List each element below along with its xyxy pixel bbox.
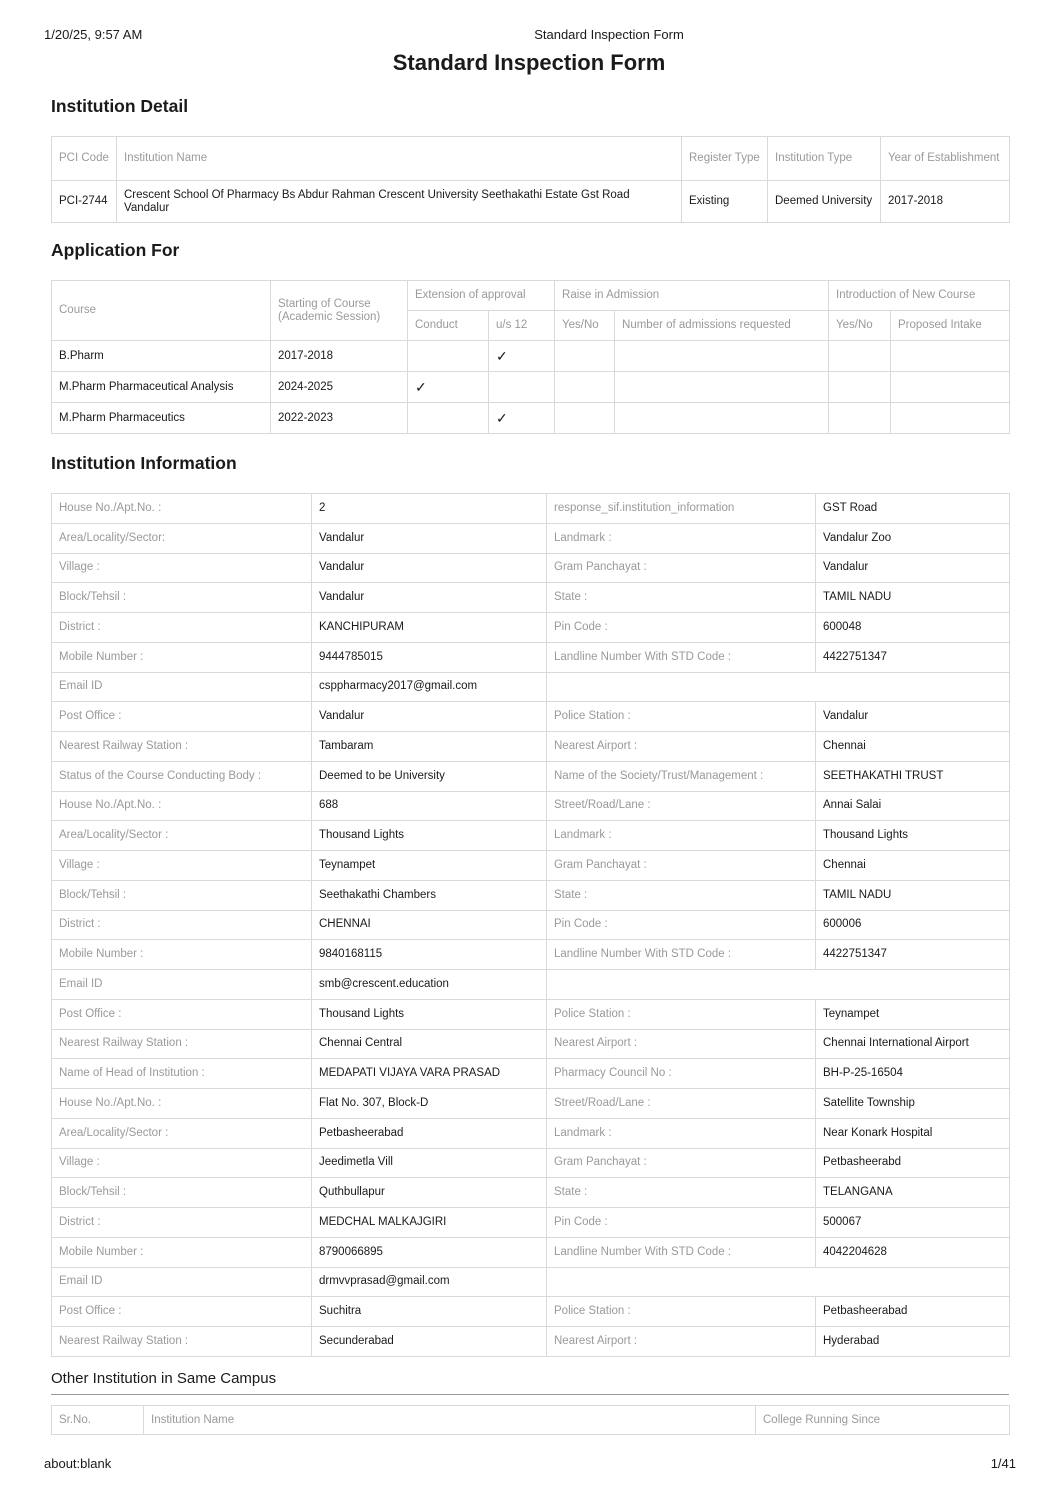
header-intro-yesno: Yes/No bbox=[829, 311, 891, 341]
field-value: KANCHIPURAM bbox=[312, 613, 547, 643]
table-row bbox=[52, 1327, 1010, 1357]
field-value: Chennai Central bbox=[312, 1029, 547, 1059]
field-value: csppharmacy2017@gmail.com bbox=[312, 672, 547, 702]
field-value: Chennai International Airport bbox=[816, 1029, 1010, 1059]
field-label: State : bbox=[547, 583, 816, 613]
table-row bbox=[52, 791, 1010, 821]
course-name: B.Pharm bbox=[52, 341, 271, 372]
header-year-established: Year of Establishment bbox=[881, 137, 1010, 181]
field-value: Vandalur bbox=[312, 553, 547, 583]
application-for-table bbox=[51, 280, 1010, 434]
conduct-check-icon bbox=[408, 403, 489, 434]
header-starting-session: Starting of Course (Academic Session) bbox=[271, 281, 408, 341]
header-proposed-intake: Proposed Intake bbox=[891, 311, 1010, 341]
field-label: Gram Panchayat : bbox=[547, 1148, 816, 1178]
field-value: Suchitra bbox=[312, 1297, 547, 1327]
field-value: 600048 bbox=[816, 613, 1010, 643]
empty-cell bbox=[615, 372, 829, 403]
course-name: M.Pharm Pharmaceutics bbox=[52, 403, 271, 434]
field-label: House No./Apt.No. : bbox=[52, 791, 312, 821]
table-row bbox=[52, 1059, 1010, 1089]
field-value: Teynampet bbox=[312, 851, 547, 881]
page-title: Standard Inspection Form bbox=[392, 50, 666, 75]
institution-detail-header-row bbox=[52, 137, 1010, 181]
table-row bbox=[52, 821, 1010, 851]
field-label: Area/Locality/Sector: bbox=[52, 523, 312, 553]
us12-check-icon: ✓ bbox=[489, 403, 555, 434]
field-label: Nearest Airport : bbox=[547, 1029, 816, 1059]
field-value: Chennai bbox=[816, 851, 1010, 881]
field-label: District : bbox=[52, 1208, 312, 1238]
empty-cell bbox=[891, 403, 1010, 434]
table-row bbox=[52, 372, 1010, 403]
field-value: Thousand Lights bbox=[312, 821, 547, 851]
section-divider bbox=[51, 1394, 1009, 1395]
table-row bbox=[52, 583, 1010, 613]
field-label: Gram Panchayat : bbox=[547, 851, 816, 881]
field-label: Pharmacy Council No : bbox=[547, 1059, 816, 1089]
print-url: about:blank bbox=[44, 1456, 112, 1471]
field-label: Village : bbox=[52, 1148, 312, 1178]
us12-check-icon: ✓ bbox=[489, 341, 555, 372]
field-label: Gram Panchayat : bbox=[547, 553, 816, 583]
field-value: Vandalur bbox=[312, 523, 547, 553]
field-label: Landmark : bbox=[547, 821, 816, 851]
header-course: Course bbox=[52, 281, 271, 341]
institution-detail-row bbox=[52, 181, 1010, 223]
empty-cell bbox=[555, 403, 615, 434]
field-value: MEDAPATI VIJAYA VARA PRASAD bbox=[312, 1059, 547, 1089]
institution-detail-heading: Institution Detail bbox=[51, 96, 189, 116]
table-row bbox=[52, 1029, 1010, 1059]
field-label: Nearest Railway Station : bbox=[52, 732, 312, 762]
other-institution-heading: Other Institution in Same Campus bbox=[51, 1370, 277, 1387]
field-value: TAMIL NADU bbox=[816, 583, 1010, 613]
table-row bbox=[52, 940, 1010, 970]
field-value: Secunderabad bbox=[312, 1327, 547, 1357]
field-value: Vandalur bbox=[816, 702, 1010, 732]
other-institution-table bbox=[51, 1405, 1010, 1435]
table-row bbox=[52, 494, 1010, 524]
field-value: Chennai bbox=[816, 732, 1010, 762]
field-label: Nearest Airport : bbox=[547, 732, 816, 762]
field-value: Annai Salai bbox=[816, 791, 1010, 821]
field-label: Block/Tehsil : bbox=[52, 1178, 312, 1208]
empty-cell bbox=[615, 403, 829, 434]
field-label: response_sif.institution_information bbox=[547, 494, 816, 524]
pci-code: PCI-2744 bbox=[52, 181, 117, 223]
field-label: Nearest Railway Station : bbox=[52, 1327, 312, 1357]
field-value: 4422751347 bbox=[816, 642, 1010, 672]
empty-cell bbox=[891, 372, 1010, 403]
field-label: Police Station : bbox=[547, 1297, 816, 1327]
header-raise-yesno: Yes/No bbox=[555, 311, 615, 341]
table-row bbox=[52, 702, 1010, 732]
table-row bbox=[52, 761, 1010, 791]
field-label: Landline Number With STD Code : bbox=[547, 940, 816, 970]
field-value: Thousand Lights bbox=[816, 821, 1010, 851]
field-value: Tambaram bbox=[312, 732, 547, 762]
table-row bbox=[52, 1089, 1010, 1119]
field-value: Petbasheerabd bbox=[816, 1148, 1010, 1178]
header-extension-of-approval: Extension of approval bbox=[408, 281, 555, 311]
field-label: Block/Tehsil : bbox=[52, 880, 312, 910]
field-label: Street/Road/Lane : bbox=[547, 1089, 816, 1119]
table-row bbox=[52, 1118, 1010, 1148]
table-row bbox=[52, 1267, 1010, 1297]
field-value: Quthbullapur bbox=[312, 1178, 547, 1208]
field-label: Block/Tehsil : bbox=[52, 583, 312, 613]
field-label: Mobile Number : bbox=[52, 1237, 312, 1267]
field-label: House No./Apt.No. : bbox=[52, 494, 312, 524]
register-type: Existing bbox=[682, 181, 768, 223]
field-value: Vandalur bbox=[312, 583, 547, 613]
empty-cell bbox=[555, 341, 615, 372]
empty-cell bbox=[555, 372, 615, 403]
field-value: SEETHAKATHI TRUST bbox=[816, 761, 1010, 791]
table-row bbox=[52, 403, 1010, 434]
header-us12: u/s 12 bbox=[489, 311, 555, 341]
print-datetime: 1/20/25, 9:57 AM bbox=[44, 27, 143, 42]
field-label: Nearest Airport : bbox=[547, 1327, 816, 1357]
field-value: 9840168115 bbox=[312, 940, 547, 970]
application-for-heading: Application For bbox=[51, 240, 180, 260]
table-row bbox=[52, 1237, 1010, 1267]
field-value: Vandalur bbox=[312, 702, 547, 732]
institution-detail-table bbox=[51, 136, 1010, 223]
header-num-admissions: Number of admissions requested bbox=[615, 311, 829, 341]
field-label: Email ID bbox=[52, 672, 312, 702]
field-label: Status of the Course Conducting Body : bbox=[52, 761, 312, 791]
table-row bbox=[52, 523, 1010, 553]
field-value: Jeedimetla Vill bbox=[312, 1148, 547, 1178]
field-label: Post Office : bbox=[52, 1297, 312, 1327]
field-label: Nearest Railway Station : bbox=[52, 1029, 312, 1059]
empty-cell bbox=[891, 341, 1010, 372]
table-row bbox=[52, 880, 1010, 910]
field-value: Teynampet bbox=[816, 999, 1010, 1029]
field-label: State : bbox=[547, 880, 816, 910]
table-row bbox=[52, 1148, 1010, 1178]
table-row bbox=[52, 1297, 1010, 1327]
field-label: Landline Number With STD Code : bbox=[547, 1237, 816, 1267]
conduct-check-icon: ✓ bbox=[408, 372, 489, 403]
field-label: Landline Number With STD Code : bbox=[547, 642, 816, 672]
field-value: Thousand Lights bbox=[312, 999, 547, 1029]
field-value: 4042204628 bbox=[816, 1237, 1010, 1267]
field-label: Name of the Society/Trust/Management : bbox=[547, 761, 816, 791]
field-label: Police Station : bbox=[547, 999, 816, 1029]
other-institution-header-row bbox=[52, 1406, 1010, 1435]
table-row bbox=[52, 553, 1010, 583]
course-session: 2022-2023 bbox=[271, 403, 408, 434]
empty-cell bbox=[547, 672, 1010, 702]
table-row bbox=[52, 642, 1010, 672]
institution-type: Deemed University bbox=[768, 181, 881, 223]
empty-cell bbox=[829, 403, 891, 434]
table-row bbox=[52, 672, 1010, 702]
field-label: Post Office : bbox=[52, 702, 312, 732]
page-number: 1/41 bbox=[990, 1456, 1016, 1471]
table-row bbox=[52, 1178, 1010, 1208]
table-row bbox=[52, 341, 1010, 372]
field-value: Petbasheerabad bbox=[816, 1297, 1010, 1327]
header-other-institution-name: Institution Name bbox=[144, 1406, 756, 1435]
empty-cell bbox=[615, 341, 829, 372]
field-value: 600006 bbox=[816, 910, 1010, 940]
field-value: 688 bbox=[312, 791, 547, 821]
field-value: 9444785015 bbox=[312, 642, 547, 672]
empty-cell bbox=[547, 1267, 1010, 1297]
field-label: Police Station : bbox=[547, 702, 816, 732]
field-label: Pin Code : bbox=[547, 1208, 816, 1238]
field-value: GST Road bbox=[816, 494, 1010, 524]
field-label: Village : bbox=[52, 553, 312, 583]
field-label: House No./Apt.No. : bbox=[52, 1089, 312, 1119]
field-value: drmvvprasad@gmail.com bbox=[312, 1267, 547, 1297]
field-value: Hyderabad bbox=[816, 1327, 1010, 1357]
field-value: MEDCHAL MALKAJGIRI bbox=[312, 1208, 547, 1238]
application-header-row-1 bbox=[52, 281, 1010, 311]
field-value: Seethakathi Chambers bbox=[312, 880, 547, 910]
field-label: Mobile Number : bbox=[52, 940, 312, 970]
header-sr-no: Sr.No. bbox=[52, 1406, 144, 1435]
header-college-running-since: College Running Since bbox=[756, 1406, 1010, 1435]
table-row bbox=[52, 851, 1010, 881]
us12-check-icon bbox=[489, 372, 555, 403]
header-institution-type: Institution Type bbox=[768, 137, 881, 181]
table-row bbox=[52, 910, 1010, 940]
field-value: Petbasheerabad bbox=[312, 1118, 547, 1148]
institution-information-heading: Institution Information bbox=[51, 453, 237, 473]
field-label: Area/Locality/Sector : bbox=[52, 1118, 312, 1148]
field-value: Near Konark Hospital bbox=[816, 1118, 1010, 1148]
field-value: smb@crescent.education bbox=[312, 970, 547, 1000]
header-register-type: Register Type bbox=[682, 137, 768, 181]
field-value: CHENNAI bbox=[312, 910, 547, 940]
table-row bbox=[52, 1208, 1010, 1238]
field-value: BH-P-25-16504 bbox=[816, 1059, 1010, 1089]
empty-cell bbox=[829, 372, 891, 403]
year-established: 2017-2018 bbox=[881, 181, 1010, 223]
field-label: State : bbox=[547, 1178, 816, 1208]
field-value: TELANGANA bbox=[816, 1178, 1010, 1208]
field-label: Email ID bbox=[52, 1267, 312, 1297]
field-value: TAMIL NADU bbox=[816, 880, 1010, 910]
header-conduct: Conduct bbox=[408, 311, 489, 341]
field-label: Email ID bbox=[52, 970, 312, 1000]
field-label: Mobile Number : bbox=[52, 642, 312, 672]
field-label: Area/Locality/Sector : bbox=[52, 821, 312, 851]
print-doc-title: Standard Inspection Form bbox=[534, 27, 684, 42]
empty-cell bbox=[829, 341, 891, 372]
field-value: 8790066895 bbox=[312, 1237, 547, 1267]
table-row bbox=[52, 613, 1010, 643]
institution-information-table bbox=[51, 493, 1010, 1357]
conduct-check-icon bbox=[408, 341, 489, 372]
field-value: Vandalur Zoo bbox=[816, 523, 1010, 553]
field-label: Village : bbox=[52, 851, 312, 881]
header-raise-in-admission: Raise in Admission bbox=[555, 281, 829, 311]
table-row bbox=[52, 999, 1010, 1029]
field-label: Landmark : bbox=[547, 1118, 816, 1148]
header-introduction-new-course: Introduction of New Course bbox=[829, 281, 1010, 311]
field-label: Pin Code : bbox=[547, 910, 816, 940]
field-label: District : bbox=[52, 613, 312, 643]
field-value: Deemed to be University bbox=[312, 761, 547, 791]
field-label: Landmark : bbox=[547, 523, 816, 553]
field-value: Vandalur bbox=[816, 553, 1010, 583]
field-value: 2 bbox=[312, 494, 547, 524]
field-label: Name of Head of Institution : bbox=[52, 1059, 312, 1089]
table-row bbox=[52, 732, 1010, 762]
field-label: Pin Code : bbox=[547, 613, 816, 643]
field-value: 500067 bbox=[816, 1208, 1010, 1238]
course-name: M.Pharm Pharmaceutical Analysis bbox=[52, 372, 271, 403]
field-label: Street/Road/Lane : bbox=[547, 791, 816, 821]
course-session: 2017-2018 bbox=[271, 341, 408, 372]
field-value: Flat No. 307, Block-D bbox=[312, 1089, 547, 1119]
header-pci-code: PCI Code bbox=[52, 137, 117, 181]
empty-cell bbox=[547, 970, 1010, 1000]
course-session: 2024-2025 bbox=[271, 372, 408, 403]
field-value: Satellite Township bbox=[816, 1089, 1010, 1119]
field-label: Post Office : bbox=[52, 999, 312, 1029]
header-institution-name: Institution Name bbox=[117, 137, 682, 181]
institution-name: Crescent School Of Pharmacy Bs Abdur Rahman Crescent University Seethakathi Estate Gst Road Vandalur bbox=[117, 181, 682, 223]
table-row bbox=[52, 970, 1010, 1000]
field-value: 4422751347 bbox=[816, 940, 1010, 970]
field-label: District : bbox=[52, 910, 312, 940]
